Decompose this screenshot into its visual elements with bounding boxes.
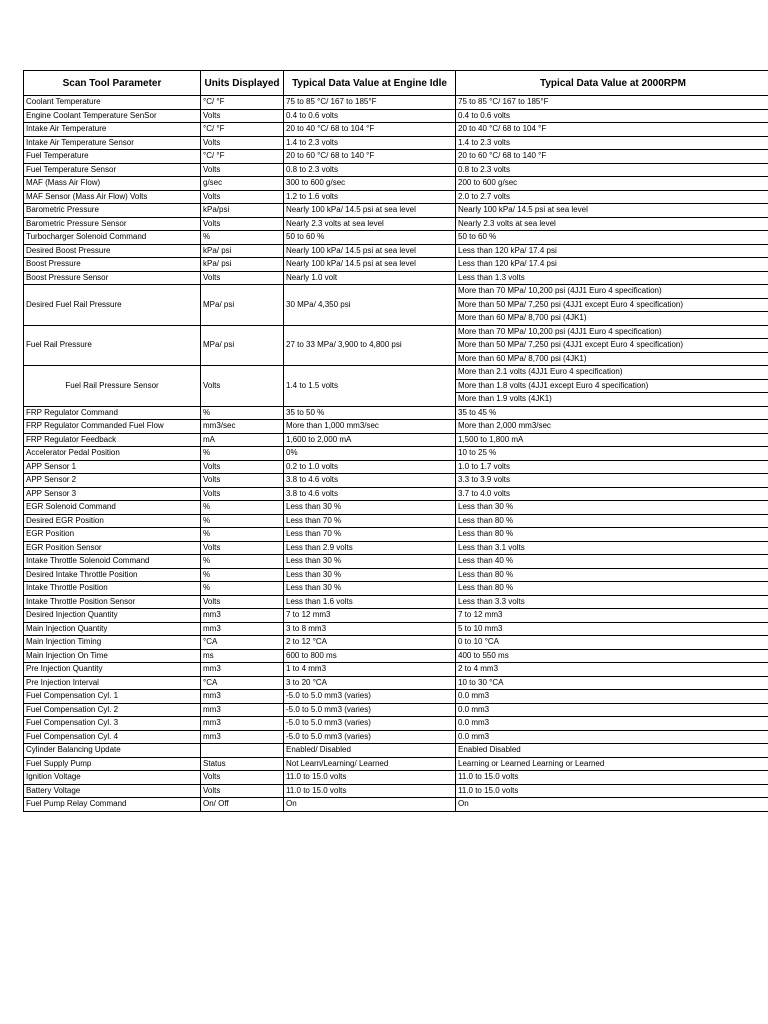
parameter-cell: Main Injection Quantity: [24, 622, 201, 636]
table-row: [24, 649, 768, 663]
table-row: [24, 676, 768, 690]
table-row: [24, 163, 768, 177]
parameter-cell: Accelerator Pedal Position: [24, 447, 201, 461]
table-row: [24, 406, 768, 420]
table-row: [24, 744, 768, 758]
table-row: [24, 555, 768, 569]
units-cell: Volts: [201, 217, 284, 231]
idle-value-cell: 75 to 85 °C/ 167 to 185°F: [284, 96, 456, 110]
rpm-value-cell: Less than 120 kPa/ 17.4 psi: [456, 244, 768, 258]
idle-value-cell: Nearly 100 kPa/ 14.5 psi at sea level: [284, 204, 456, 218]
parameter-cell: Pre Injection Interval: [24, 676, 201, 690]
parameter-cell: Fuel Rail Pressure Sensor: [24, 366, 201, 407]
header-units-displayed: Units Displayed: [201, 71, 284, 96]
idle-value-cell: 3 to 20 °CA: [284, 676, 456, 690]
units-cell: Volts: [201, 771, 284, 785]
table-row: [24, 244, 768, 258]
idle-value-cell: Nearly 100 kPa/ 14.5 psi at sea level: [284, 258, 456, 272]
parameter-cell: Fuel Rail Pressure: [24, 325, 201, 366]
idle-value-cell: Nearly 2.3 volts at sea level: [284, 217, 456, 231]
units-cell: Volts: [201, 460, 284, 474]
rpm-value-cell: 7 to 12 mm3: [456, 609, 768, 623]
table-row: [24, 204, 768, 218]
table-row: [24, 123, 768, 137]
parameter-cell: APP Sensor 1: [24, 460, 201, 474]
units-cell: %: [201, 406, 284, 420]
idle-value-cell: Enabled/ Disabled: [284, 744, 456, 758]
idle-value-cell: 1.2 to 1.6 volts: [284, 190, 456, 204]
idle-value-cell: Less than 30 %: [284, 568, 456, 582]
rpm-value-cell: 3.3 to 3.9 volts: [456, 474, 768, 488]
units-cell: mm3/sec: [201, 420, 284, 434]
idle-value-cell: 50 to 60 %: [284, 231, 456, 245]
table-row: [24, 757, 768, 771]
table-row: [24, 663, 768, 677]
units-cell: mm3: [201, 730, 284, 744]
parameter-cell: Ignition Voltage: [24, 771, 201, 785]
units-cell: mm3: [201, 690, 284, 704]
parameter-cell: APP Sensor 3: [24, 487, 201, 501]
parameter-cell: Boost Pressure: [24, 258, 201, 272]
rpm-value-cell: More than 70 MPa/ 10,200 psi (4JJ1 Euro 4 specification): [456, 325, 768, 339]
table-row: [24, 636, 768, 650]
parameter-cell: EGR Position: [24, 528, 201, 542]
rpm-value-cell: 10 to 25 %: [456, 447, 768, 461]
rpm-value-cell: Less than 30 %: [456, 501, 768, 515]
table-row: [24, 514, 768, 528]
rpm-value-cell: 400 to 550 ms: [456, 649, 768, 663]
table-row: [24, 460, 768, 474]
units-cell: mm3: [201, 703, 284, 717]
parameter-cell: FRP Regulator Feedback: [24, 433, 201, 447]
rpm-value-cell: Less than 80 %: [456, 568, 768, 582]
table-row: [24, 501, 768, 515]
table-row: [24, 325, 768, 339]
header-2000rpm-value: Typical Data Value at 2000RPM: [456, 71, 768, 96]
rpm-value-cell: 35 to 45 %: [456, 406, 768, 420]
rpm-value-cell: 0.8 to 2.3 volts: [456, 163, 768, 177]
parameter-cell: Engine Coolant Temperature SenSor: [24, 109, 201, 123]
units-cell: °CA: [201, 676, 284, 690]
units-cell: g/sec: [201, 177, 284, 191]
rpm-value-cell: 200 to 600 g/sec: [456, 177, 768, 191]
rpm-value-cell: More than 1.8 volts (4JJ1 except Euro 4 specification): [456, 379, 768, 393]
idle-value-cell: -5.0 to 5.0 mm3 (varies): [284, 690, 456, 704]
table-row: [24, 217, 768, 231]
rpm-value-cell: More than 70 MPa/ 10,200 psi (4JJ1 Euro 4 specification): [456, 285, 768, 299]
units-cell: °CA: [201, 636, 284, 650]
table-row: [24, 487, 768, 501]
parameter-cell: Fuel Compensation Cyl. 4: [24, 730, 201, 744]
parameter-cell: Intake Throttle Position Sensor: [24, 595, 201, 609]
units-cell: kPa/psi: [201, 204, 284, 218]
idle-value-cell: -5.0 to 5.0 mm3 (varies): [284, 703, 456, 717]
units-cell: Volts: [201, 487, 284, 501]
units-cell: Volts: [201, 474, 284, 488]
table-row: [24, 541, 768, 555]
rpm-value-cell: 0.0 mm3: [456, 690, 768, 704]
rpm-value-cell: Less than 80 %: [456, 582, 768, 596]
parameter-cell: MAF Sensor (Mass Air Flow) Volts: [24, 190, 201, 204]
rpm-value-cell: 3.7 to 4.0 volts: [456, 487, 768, 501]
table-row: [24, 231, 768, 245]
parameter-cell: Desired Intake Throttle Position: [24, 568, 201, 582]
rpm-value-cell: More than 2,000 mm3/sec: [456, 420, 768, 434]
rpm-value-cell: 0.4 to 0.6 volts: [456, 109, 768, 123]
idle-value-cell: 2 to 12 °CA: [284, 636, 456, 650]
rpm-value-cell: 0.0 mm3: [456, 717, 768, 731]
rpm-value-cell: More than 2.1 volts (4JJ1 Euro 4 specification): [456, 366, 768, 380]
parameter-cell: Desired Fuel Rail Pressure: [24, 285, 201, 326]
units-cell: [201, 744, 284, 758]
rpm-value-cell: 11.0 to 15.0 volts: [456, 784, 768, 798]
rpm-value-cell: 0 to 10 °CA: [456, 636, 768, 650]
rpm-value-cell: Less than 120 kPa/ 17.4 psi: [456, 258, 768, 272]
table-row: [24, 784, 768, 798]
rpm-value-cell: Nearly 100 kPa/ 14.5 psi at sea level: [456, 204, 768, 218]
idle-value-cell: 30 MPa/ 4,350 psi: [284, 285, 456, 326]
units-cell: %: [201, 231, 284, 245]
units-cell: %: [201, 582, 284, 596]
idle-value-cell: 1,600 to 2,000 mA: [284, 433, 456, 447]
rpm-value-cell: 0.0 mm3: [456, 730, 768, 744]
rpm-value-cell: More than 60 MPa/ 8,700 psi (4JK1): [456, 312, 768, 326]
header-scan-tool-parameter: Scan Tool Parameter: [24, 71, 201, 96]
rpm-value-cell: Less than 80 %: [456, 514, 768, 528]
parameter-cell: Cylinder Balancing Update: [24, 744, 201, 758]
parameter-cell: Barometric Pressure: [24, 204, 201, 218]
rpm-value-cell: On: [456, 798, 768, 812]
table-row: [24, 258, 768, 272]
idle-value-cell: Nearly 1.0 volt: [284, 271, 456, 285]
parameter-cell: Battery Voltage: [24, 784, 201, 798]
table-row: [24, 474, 768, 488]
table-row: [24, 150, 768, 164]
table-row: [24, 420, 768, 434]
rpm-value-cell: Less than 3.1 volts: [456, 541, 768, 555]
table-row: [24, 136, 768, 150]
idle-value-cell: 1.4 to 1.5 volts: [284, 366, 456, 407]
parameter-cell: Main Injection Timing: [24, 636, 201, 650]
table-row: [24, 609, 768, 623]
idle-value-cell: Less than 2.9 volts: [284, 541, 456, 555]
header-idle-value: Typical Data Value at Engine Idle: [284, 71, 456, 96]
rpm-value-cell: More than 50 MPa/ 7,250 psi (4JJ1 except Euro 4 specification): [456, 298, 768, 312]
idle-value-cell: Less than 70 %: [284, 514, 456, 528]
units-cell: Volts: [201, 136, 284, 150]
units-cell: %: [201, 528, 284, 542]
units-cell: mm3: [201, 622, 284, 636]
rpm-value-cell: Learning or Learned Learning or Learned: [456, 757, 768, 771]
parameter-cell: Intake Throttle Position: [24, 582, 201, 596]
table-row: [24, 730, 768, 744]
rpm-value-cell: Less than 1.3 volts: [456, 271, 768, 285]
parameter-cell: Desired EGR Position: [24, 514, 201, 528]
idle-value-cell: Less than 30 %: [284, 501, 456, 515]
table-row: [24, 798, 768, 812]
parameter-cell: Fuel Compensation Cyl. 1: [24, 690, 201, 704]
idle-value-cell: Less than 30 %: [284, 555, 456, 569]
parameter-cell: FRP Regulator Command: [24, 406, 201, 420]
parameter-cell: EGR Position Sensor: [24, 541, 201, 555]
idle-value-cell: 35 to 50 %: [284, 406, 456, 420]
table-row: [24, 690, 768, 704]
rpm-value-cell: 11.0 to 15.0 volts: [456, 771, 768, 785]
idle-value-cell: Not Learn/Learning/ Learned: [284, 757, 456, 771]
rpm-value-cell: 1.0 to 1.7 volts: [456, 460, 768, 474]
rpm-value-cell: 75 to 85 °C/ 167 to 185°F: [456, 96, 768, 110]
units-cell: %: [201, 447, 284, 461]
table-row: [24, 433, 768, 447]
rpm-value-cell: 2.0 to 2.7 volts: [456, 190, 768, 204]
idle-value-cell: 3.8 to 4.6 volts: [284, 487, 456, 501]
table-row: [24, 703, 768, 717]
idle-value-cell: 3.8 to 4.6 volts: [284, 474, 456, 488]
rpm-value-cell: 10 to 30 °CA: [456, 676, 768, 690]
units-cell: %: [201, 568, 284, 582]
units-cell: Volts: [201, 595, 284, 609]
rpm-value-cell: More than 1.9 volts (4JK1): [456, 393, 768, 407]
idle-value-cell: -5.0 to 5.0 mm3 (varies): [284, 717, 456, 731]
table-row: [24, 582, 768, 596]
header-row: [24, 71, 768, 96]
parameter-cell: Barometric Pressure Sensor: [24, 217, 201, 231]
rpm-value-cell: More than 60 MPa/ 8,700 psi (4JK1): [456, 352, 768, 366]
parameter-cell: Turbocharger Solenoid Command: [24, 231, 201, 245]
table-row: [24, 447, 768, 461]
units-cell: mA: [201, 433, 284, 447]
idle-value-cell: Less than 30 %: [284, 582, 456, 596]
parameter-cell: Fuel Temperature: [24, 150, 201, 164]
idle-value-cell: 0.2 to 1.0 volts: [284, 460, 456, 474]
rpm-value-cell: Less than 3.3 volts: [456, 595, 768, 609]
rpm-value-cell: 0.0 mm3: [456, 703, 768, 717]
parameter-cell: Desired Boost Pressure: [24, 244, 201, 258]
rpm-value-cell: More than 50 MPa/ 7,250 psi (4JJ1 except Euro 4 specification): [456, 339, 768, 353]
parameter-cell: Desired Injection Quantity: [24, 609, 201, 623]
table-row: [24, 528, 768, 542]
parameter-cell: Intake Throttle Solenoid Command: [24, 555, 201, 569]
scan-tool-data-table: [23, 70, 768, 812]
units-cell: mm3: [201, 609, 284, 623]
units-cell: %: [201, 501, 284, 515]
units-cell: kPa/ psi: [201, 244, 284, 258]
rpm-value-cell: 50 to 60 %: [456, 231, 768, 245]
units-cell: Volts: [201, 109, 284, 123]
rpm-value-cell: 1.4 to 2.3 volts: [456, 136, 768, 150]
units-cell: Volts: [201, 366, 284, 407]
idle-value-cell: 0%: [284, 447, 456, 461]
units-cell: kPa/ psi: [201, 258, 284, 272]
idle-value-cell: 7 to 12 mm3: [284, 609, 456, 623]
table-row: [24, 717, 768, 731]
parameter-cell: Fuel Supply Pump: [24, 757, 201, 771]
units-cell: °C/ °F: [201, 123, 284, 137]
units-cell: Volts: [201, 541, 284, 555]
idle-value-cell: 1.4 to 2.3 volts: [284, 136, 456, 150]
units-cell: °C/ °F: [201, 96, 284, 110]
table-row: [24, 595, 768, 609]
rpm-value-cell: Less than 80 %: [456, 528, 768, 542]
table-row: [24, 771, 768, 785]
idle-value-cell: More than 1,000 mm3/sec: [284, 420, 456, 434]
table-row: [24, 366, 768, 380]
table-row: [24, 568, 768, 582]
parameter-cell: Fuel Compensation Cyl. 3: [24, 717, 201, 731]
idle-value-cell: 11.0 to 15.0 volts: [284, 771, 456, 785]
units-cell: %: [201, 514, 284, 528]
rpm-value-cell: Enabled Disabled: [456, 744, 768, 758]
parameter-cell: Fuel Temperature Sensor: [24, 163, 201, 177]
parameter-cell: FRP Regulator Commanded Fuel Flow: [24, 420, 201, 434]
rpm-value-cell: 2 to 4 mm3: [456, 663, 768, 677]
units-cell: Volts: [201, 271, 284, 285]
table-row: [24, 190, 768, 204]
rpm-value-cell: Nearly 2.3 volts at sea level: [456, 217, 768, 231]
units-cell: ms: [201, 649, 284, 663]
parameter-cell: Pre Injection Quantity: [24, 663, 201, 677]
parameter-cell: Main Injection On Time: [24, 649, 201, 663]
rpm-value-cell: 20 to 40 °C/ 68 to 104 °F: [456, 123, 768, 137]
units-cell: Volts: [201, 190, 284, 204]
idle-value-cell: 1 to 4 mm3: [284, 663, 456, 677]
rpm-value-cell: Less than 40 %: [456, 555, 768, 569]
idle-value-cell: 300 to 600 g/sec: [284, 177, 456, 191]
parameter-cell: Coolant Temperature: [24, 96, 201, 110]
idle-value-cell: 27 to 33 MPa/ 3,900 to 4,800 psi: [284, 325, 456, 366]
parameter-cell: APP Sensor 2: [24, 474, 201, 488]
idle-value-cell: 0.4 to 0.6 volts: [284, 109, 456, 123]
units-cell: Volts: [201, 784, 284, 798]
parameter-cell: Fuel Pump Relay Command: [24, 798, 201, 812]
units-cell: On/ Off: [201, 798, 284, 812]
idle-value-cell: 600 to 800 ms: [284, 649, 456, 663]
idle-value-cell: 20 to 60 °C/ 68 to 140 °F: [284, 150, 456, 164]
parameter-cell: Boost Pressure Sensor: [24, 271, 201, 285]
table-row: [24, 109, 768, 123]
idle-value-cell: Less than 1.6 volts: [284, 595, 456, 609]
parameter-cell: MAF (Mass Air Flow): [24, 177, 201, 191]
parameter-cell: EGR Solenoid Command: [24, 501, 201, 515]
units-cell: MPa/ psi: [201, 325, 284, 366]
units-cell: mm3: [201, 663, 284, 677]
units-cell: MPa/ psi: [201, 285, 284, 326]
idle-value-cell: -5.0 to 5.0 mm3 (varies): [284, 730, 456, 744]
units-cell: Volts: [201, 163, 284, 177]
parameter-cell: Fuel Compensation Cyl. 2: [24, 703, 201, 717]
idle-value-cell: 20 to 40 °C/ 68 to 104 °F: [284, 123, 456, 137]
units-cell: Status: [201, 757, 284, 771]
idle-value-cell: 3 to 8 mm3: [284, 622, 456, 636]
parameter-cell: Intake Air Temperature Sensor: [24, 136, 201, 150]
table-row: [24, 271, 768, 285]
table-row: [24, 622, 768, 636]
idle-value-cell: 0.8 to 2.3 volts: [284, 163, 456, 177]
parameter-cell: Intake Air Temperature: [24, 123, 201, 137]
units-cell: %: [201, 555, 284, 569]
table-row: [24, 177, 768, 191]
idle-value-cell: 11.0 to 15.0 volts: [284, 784, 456, 798]
idle-value-cell: Nearly 100 kPa/ 14.5 psi at sea level: [284, 244, 456, 258]
table-row: [24, 285, 768, 299]
idle-value-cell: On: [284, 798, 456, 812]
units-cell: mm3: [201, 717, 284, 731]
rpm-value-cell: 20 to 60 °C/ 68 to 140 °F: [456, 150, 768, 164]
rpm-value-cell: 1,500 to 1,800 mA: [456, 433, 768, 447]
rpm-value-cell: 5 to 10 mm3: [456, 622, 768, 636]
idle-value-cell: Less than 70 %: [284, 528, 456, 542]
table-row: [24, 96, 768, 110]
spreadsheet-area: [23, 70, 768, 812]
units-cell: °C/ °F: [201, 150, 284, 164]
